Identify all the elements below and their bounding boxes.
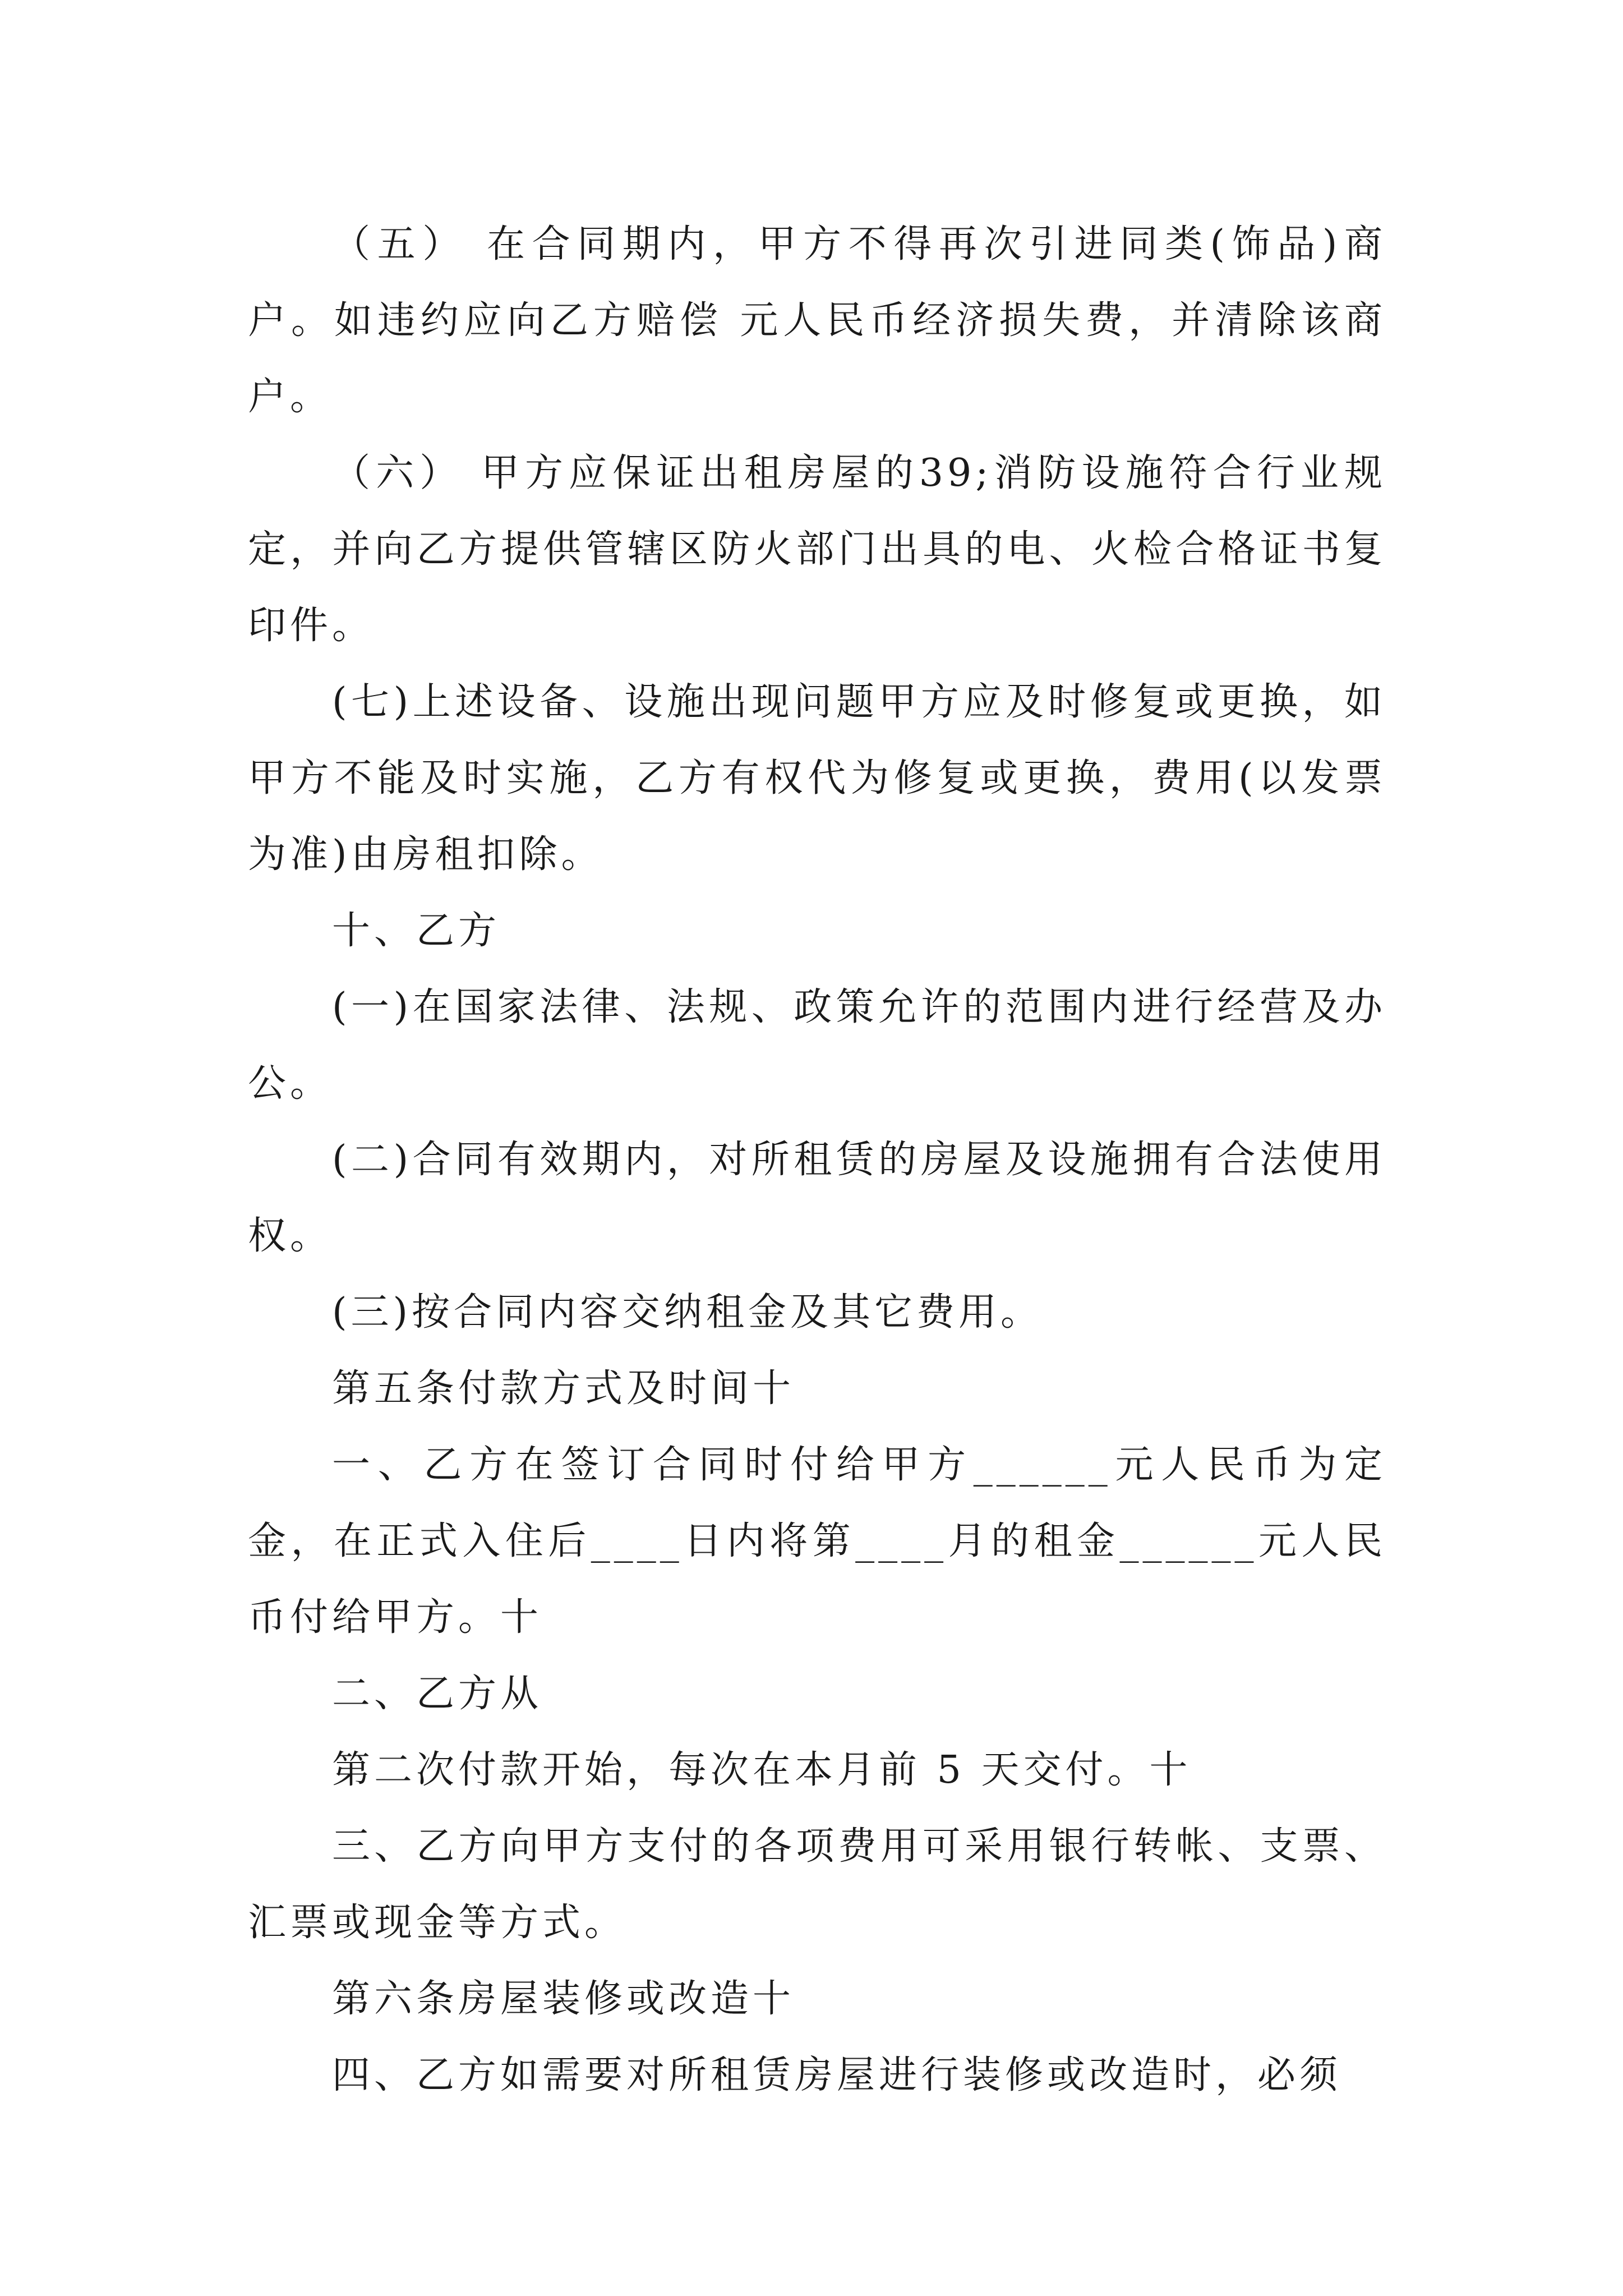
paragraph-renovation-4: 四、乙方如需要对所租赁房屋进行装修或改造时，必须 — [332, 2053, 1342, 2097]
paragraph-payment-2-continued: 第二次付款开始，每次在本月前 5 天交付。十 — [332, 1748, 1192, 1792]
paragraph-payment-2: 二、乙方从 — [332, 1672, 543, 1716]
paragraph-article-6-heading: 第六条房屋装修或改造十 — [332, 1977, 795, 2021]
paragraph-party-b-3: (三)按合同内容交纳租金及其它费用。 — [332, 1290, 1043, 1335]
paragraph-clause-6: （六） 甲方应保证出租房屋的39;消防设施符合行业规定，并向乙方提供管辖区防火部门出具的电、火检合格证书复印件。 — [248, 451, 1386, 648]
paragraph-clause-5: （五） 在合同期内，甲方不得再次引进同类(饰品)商户。如违约应向乙方赔偿 元人民币经济损失费，并清除该商户。 — [248, 222, 1386, 419]
paragraph-clause-7: (七)上述设备、设施出现问题甲方应及时修复或更换，如甲方不能及时实施，乙方有权代为修复或更换，费用(以发票为准)由房租扣除。 — [248, 680, 1386, 877]
paragraph-party-b-2: (二)合同有效期内，对所租赁的房屋及设施拥有合法使用权。 — [248, 1138, 1386, 1258]
paragraph-party-b-1: (一)在国家法律、法规、政策允许的范围内进行经营及办公。 — [248, 985, 1386, 1106]
paragraph-article-5-heading: 第五条付款方式及时间十 — [332, 1366, 795, 1411]
paragraph-section-10: 十、乙方 — [332, 909, 501, 953]
paragraph-payment-1: 一、乙方在签订合同时付给甲方______元人民币为定金，在正式入住后____日内将第____月的租金______元人民币付给甲方。十 — [248, 1443, 1386, 1640]
document-body — [248, 206, 1386, 2114]
paragraph-payment-3: 三、乙方向甲方支付的各项费用可采用银行转帐、支票、汇票或现金等方式。 — [248, 1824, 1386, 1945]
